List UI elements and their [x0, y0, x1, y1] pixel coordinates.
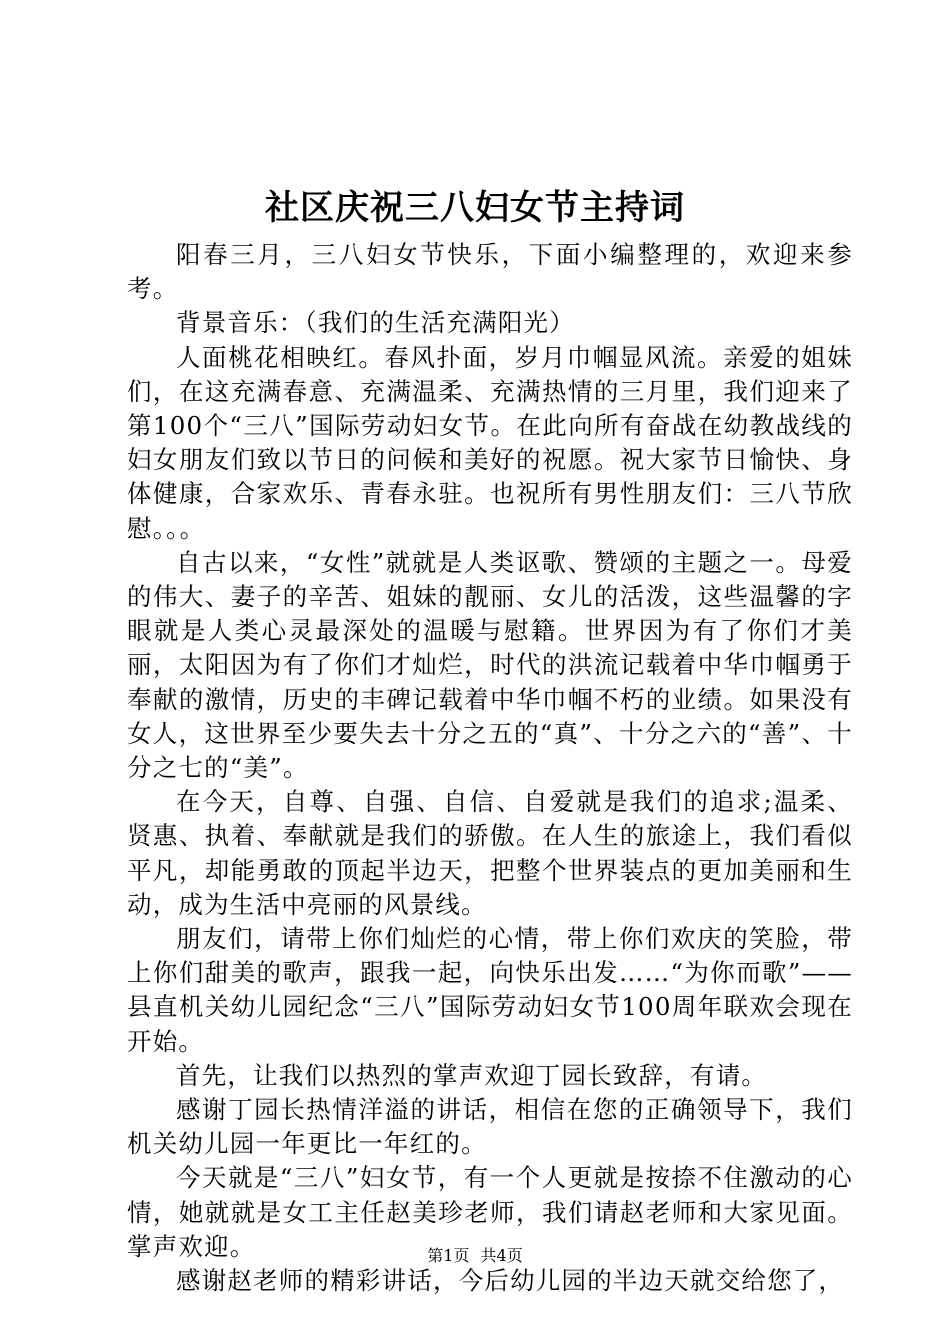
- paragraph: 感谢赵老师的精彩讲话，今后幼儿园的半边天就交给您了，: [176, 1266, 845, 1296]
- paragraph: 今天就是“三八”妇女节，有一个人更就是按捺不住激动的心情，她就就是女工主任赵美珍老师，我们请赵老师和大家见面。掌声欢迎。: [127, 1163, 853, 1261]
- document-body: [127, 238, 853, 1298]
- paragraph: 首先，让我们以热烈的掌声欢迎丁园长致辞，有请。: [176, 1060, 768, 1090]
- paragraph: 朋友们，请带上你们灿烂的心情，带上你们欢庆的笑脸，带上你们甜美的歌声，跟我一起，向快乐出发……“为你而歌”——县直机关幼儿园纪念“三八”国际劳动妇女节100周年联欢会现在开始。: [127, 924, 853, 1056]
- page-total: 共4页: [480, 1246, 523, 1265]
- paragraph: 人面桃花相映红。春风扑面，岁月巾帼显风流。亲爱的姐妹们，在这充满春意、充满温柔、充满热情的三月里，我们迎来了第100个“三八”国际劳动妇女节。在此向所有奋战在幼教战线的妇女朋友们致以节日的问候和美好的祝愿。祝大家节日愉快、身体健康，合家欢乐、青春永驻。也祝所有男性朋友们：三八节欣慰。。。: [127, 342, 853, 543]
- paragraph: 阳春三月，三八妇女节快乐，下面小编整理的，欢迎来参考。: [127, 240, 853, 304]
- page-number: 第1页: [427, 1246, 470, 1265]
- page-footer: [0, 1245, 950, 1267]
- document-title: 社区庆祝三八妇女节主持词: [265, 188, 685, 228]
- paragraph: 背景音乐：（我们的生活充满阳光）: [176, 308, 575, 338]
- paragraph: 感谢丁园长热情洋溢的讲话，相信在您的正确领导下，我们机关幼儿园一年更比一年红的。: [127, 1095, 853, 1159]
- paragraph: 在今天，自尊、自强、自信、自爱就是我们的追求;温柔、贤惠、执着、奉献就是我们的骄傲。在人生的旅途上，我们看似平凡，却能勇敢的顶起半边天，把整个世界装点的更加美丽和生动，成为生活中亮丽的风景线。: [127, 787, 853, 919]
- paragraph: 自古以来，“女性”就就是人类讴歌、赞颂的主题之一。母爱的伟大、妻子的辛苦、姐妹的靓丽、女儿的活泼，这些温馨的字眼就是人类心灵最深处的温暖与慰籍。世界因为有了你们才美丽，太阳因为有了你们才灿烂，时代的洪流记载着中华巾帼勇于奉献的激情，历史的丰碑记载着中华巾帼不朽的业绩。如果没有女人，这世界至少要失去十分之五的“真”、十分之六的“善”、十分之七的“美”。: [127, 547, 853, 783]
